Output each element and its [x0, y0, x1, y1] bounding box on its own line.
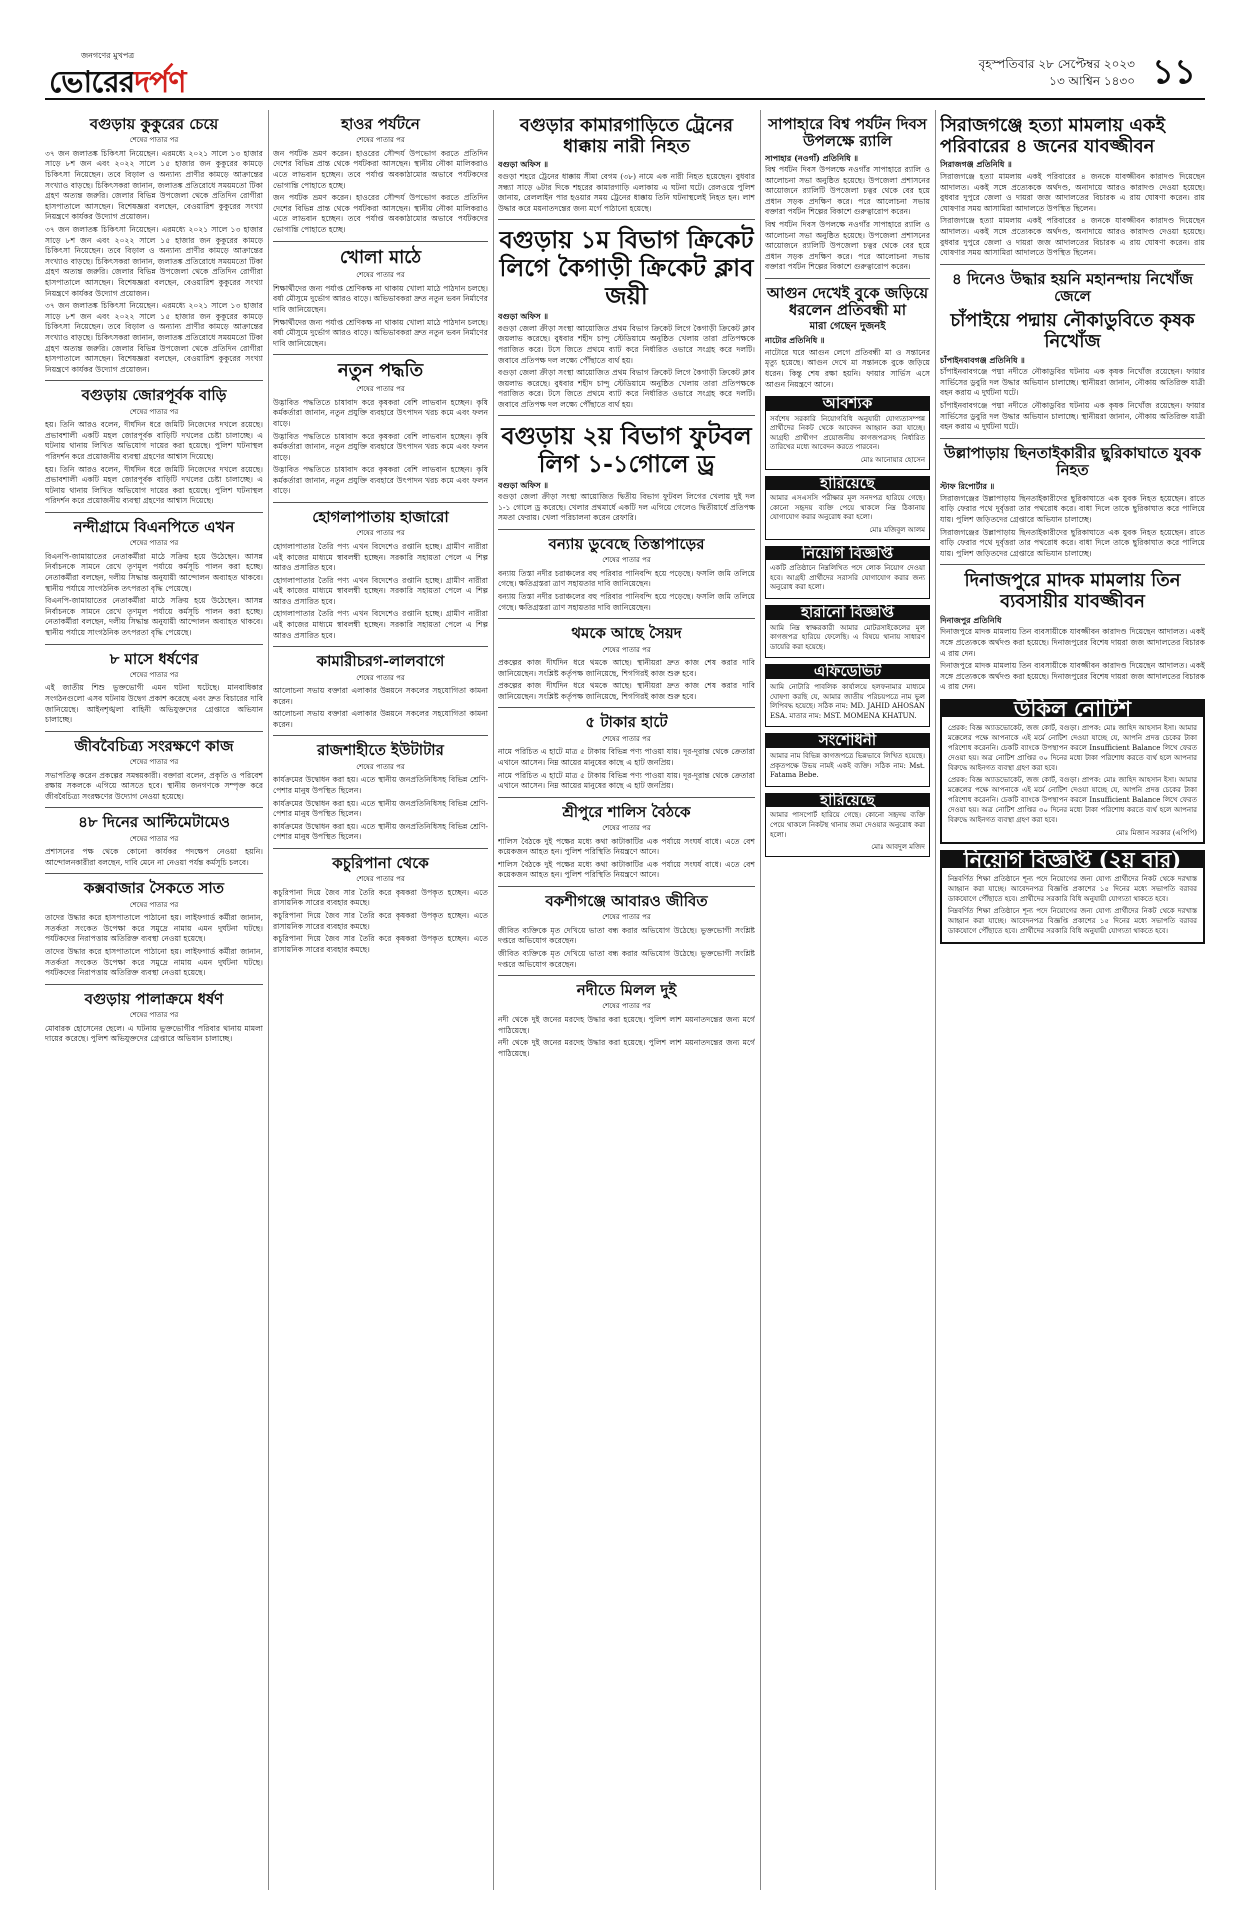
masthead: [45, 48, 1205, 100]
article-body: নদী থেকে দুই জনের মরদেহ উদ্ধার করা হয়েছে। পুলিশ লাশ ময়নাতদন্তের জন্য মর্গে পাঠিয়েছে।: [498, 1014, 755, 1035]
continued-label: শেষের পাতার পর: [356, 271, 405, 280]
article-body: নামে পরিচিত এ হাটে মাত্র ৫ টাকায় বিভিন্ন পণ্য পাওয়া যায়। দূর-দূরান্ত থেকে ক্রেতারা এখানে আসেন। নিম্ন আয়ের মানুষের কাছে এ হাট জনপ্রিয়।: [498, 747, 755, 767]
logo-wordmark: ভোরেরদর্পণ: [49, 65, 186, 100]
article-body: দিনাজপুরে মাদক মামলায় তিন ব্যবসায়ীকে যাবজ্জীবন কারাদণ্ড দিয়েছেন আদালত। একই সঙ্গে প্রত্যেককে অর্থদণ্ড করা হয়েছে। দিনাজপুরের বিশেষ দায়রা জজ আদালতের বিচারক এ রায় দেন।: [940, 627, 1205, 658]
article-body: সিরাজগঞ্জের উল্লাপাড়ায় ছিনতাইকারীদের ছুরিকাঘাতে এক যুবক নিহত হয়েছেন। রাতে বাড়ি ফেরার পথে দুর্বৃত্তরা তার পথরোধ করে। বাধা দিলে তাকে ছুরিকাঘাত করে পালিয়ে যায়। পুলিশ জড়িতদের গ্রেপ্তারে অভিযান চালাচ্ছে।: [940, 493, 1205, 525]
classified-body: আমার পাসপোর্ট হারিয়ে গেছে। কোনো সহৃদয় ব্যক্তি পেয়ে থাকলে নিকটস্থ থানায় জমা দেওয়ার অনুরোধ করা হলো।: [770, 811, 925, 839]
classified-ad: [765, 543, 930, 599]
article-body: মোবারক হোসেনের ছেলে। এ ঘটনায় ভুক্তভোগীর পরিবার থানায় মামলা দায়ের করেছে। পুলিশ অভিযুক্তদের গ্রেপ্তারে অভিযান চালাচ্ছে।: [45, 1023, 263, 1044]
divider: [498, 219, 755, 220]
article-body: তাদের উদ্ধার করে হাসপাতালে পাঠানো হয়। লাইফগার্ড কর্মীরা জানান, সতর্কতা সংকেত উপেক্ষা করে সমুদ্রে নামায় এমন দুর্ঘটনা ঘটছে। পর্যটকদের নিরাপত্তায় অতিরিক্ত ব্যবস্থা নেওয়া হয়েছে।: [45, 913, 263, 944]
headline: বন্যায় ডুবেছে তিস্তাপাড়ের: [548, 535, 705, 554]
headline: বগুড়ার কামারগাড়িতে ট্রেনের ধাক্কায় নারী নিহত: [519, 115, 734, 157]
recruitment-notice-body: নিম্নবর্ণিত শিক্ষা প্রতিষ্ঠানে শূন্য পদে নিয়োগের জন্য যোগ্য প্রার্থীদের নিকট থেকে দরখাস্ত আহ্বান করা যাচ্ছে। আবেদনপত্র বিজ্ঞপ্তি প্রকাশের ১৫ দিনের মধ্যে সভাপতি বরাবর ডাকযোগে পৌঁছাতে হবে। প্রার্থীদের সরকারি বিধি অনুযায়ী যোগ্যতা থাকতে হবে।: [948, 906, 1197, 935]
continued-label: শেষের পাতার পর: [356, 673, 405, 682]
article-body: সিরাজগঞ্জে হত্যা মামলায় একই পরিবারের ৪ জনকে যাবজ্জীবন কারাদণ্ড দিয়েছেন আদালত। একই সঙ্গে প্রত্যেককে অর্থদণ্ড, অনাদায়ে আরও কারাদণ্ড দেওয়া হয়েছে। বুধবার দুপুরে জেলা ও দায়রা জজ আদালতের বিচারক এ রায় ঘোষণা করেন। রায় ঘোষণার সময় আসামিরা আদালতে উপস্থিত ছিলেন।: [940, 171, 1205, 213]
headline: ৪৮ দিনের আল্টিমেটামেও: [78, 813, 230, 832]
article-body: কার্যক্রমের উদ্বোধন করা হয়। এতে স্থানীয় জনপ্রতিনিধিসহ বিভিন্ন শ্রেণি-পেশার মানুষ উপস্থিত ছিলেন।: [273, 798, 488, 819]
classified-title: আবশ্যক: [766, 397, 929, 411]
article-body: বিএনপি-জামায়াতের নেতাকর্মীরা মাঠে সক্রিয় হয়ে উঠেছেন। আসন্ন নির্বাচনকে সামনে রেখে তৃণমূল পর্যায়ে কর্মসূচি পালন করা হচ্ছে। নেতাকর্মীরা বলছেন, দলীয় সিদ্ধান্ত অনুযায়ী আন্দোলন অব্যাহত থাকবে। স্থানীয় পর্যায়ে সাংগঠনিক তৎপরতা বৃদ্ধি পেয়েছে।: [45, 596, 263, 637]
divider: [940, 564, 1205, 565]
byline: দিনাজপুর প্রতিনিধি: [940, 614, 1002, 625]
headline: চাঁপাইয়ে পদ্মায় নৌকাডুবিতে কৃষক নিখোঁজ: [950, 310, 1195, 352]
classified-body: আমি নিম্ন স্বাক্ষরকারী আমার মোটরসাইকেলের মূল কাগজপত্র হারিয়ে ফেলেছি। এ বিষয়ে থানায় সাধারণ ডায়েরি করা হয়েছে।: [770, 623, 925, 651]
continued-label: শেষের পাতার পর: [129, 407, 179, 416]
classified-ad: [765, 733, 930, 786]
byline: বগুড়া অফিস ॥: [498, 159, 549, 170]
byline: বগুড়া অফিস ॥: [498, 479, 549, 490]
divider: [45, 873, 263, 874]
article-body: তাদের উদ্ধার করে হাসপাতালে পাঠানো হয়। লাইফগার্ড কর্মীরা জানান, সতর্কতা সংকেত উপেক্ষা করে সমুদ্রে নামায় এমন দুর্ঘটনা ঘটছে। পর্যটকদের নিরাপত্তায় অতিরিক্ত ব্যবস্থা নেওয়া হয়েছে।: [45, 947, 263, 978]
issue-date: [979, 56, 1135, 90]
article-body: বন্যায় তিস্তা নদীর চরাঞ্চলের বহু পরিবার পানিবন্দি হয়ে পড়েছে। ফসলি জমি তলিয়ে গেছে। ক্ষতিগ্রস্তরা ত্রাণ সহায়তার দাবি জানিয়েছেন।: [498, 568, 755, 589]
headline: কক্সবাজার সৈকতে সাত: [84, 879, 224, 898]
article-body: ৩৭ জন জলাতঙ্ক চিকিৎসা নিয়েছেন। এরমধ্যে ২০২১ সালে ১৩ হাজার সাড়ে ৮শ জন এবং ২০২২ সালে ১৫ হাজার জন কুকুরের কামড়ে চিকিৎসা নিয়েছেন। তবে বিড়াল ও অন্যান্য প্রাণীর কামড়ে আক্রান্তের সংখ্যাও বাড়ছে। চিকিৎসকরা জানান, জলাতঙ্ক প্রতিরোধে সময়মতো টিকা গ্রহণ অত্যন্ত জরুরি। জেলার বিভিন্ন উপজেলা থেকে প্রতিদিন রোগীরা হাসপাতালে আসছেন। বিশেষজ্ঞরা বলছেন, বেওয়ারিশ কুকুরের সংখ্যা নিয়ন্ত্রণে কার্যকর উদ্যোগ প্রয়োজন।: [45, 225, 263, 298]
continued-label: শেষের পাতার পর: [129, 900, 179, 909]
continued-label: শেষের পাতার পর: [356, 529, 405, 538]
column-2: [273, 110, 488, 1900]
classified-ad: [765, 605, 930, 658]
article-body: হোগলাপাতার তৈরি পণ্য এখন বিদেশেও রপ্তানি হচ্ছে। গ্রামীণ নারীরা এই কাজের মাধ্যমে স্বাবলম্বী হচ্ছেন। সরকারি সহায়তা পেলে এ শিল্প আরও প্রসারিত হবে।: [273, 609, 488, 640]
article-body: উদ্ভাবিত পদ্ধতিতে চাষাবাদ করে কৃষকরা বেশি লাভবান হচ্ছেন। কৃষি কর্মকর্তারা জানান, নতুন প্রযুক্তি ব্যবহারে উৎপাদন খরচ কমে এবং ফলন বাড়ে।: [273, 397, 488, 428]
continued-label: শেষের পাতার পর: [602, 913, 651, 922]
continued-label: শেষের পাতার পর: [129, 1011, 179, 1020]
article-body: কচুরিপানা দিয়ে জৈব সার তৈরি করে কৃষকরা উপকৃত হচ্ছেন। এতে রাসায়নিক সারের ব্যবহার কমছে।: [273, 934, 488, 954]
article-body: শিক্ষার্থীদের জন্য পর্যাপ্ত শ্রেণিকক্ষ না থাকায় খোলা মাঠে পাঠদান চলছে। বর্ষা মৌসুমে দুর্ভোগ আরও বাড়ে। অভিভাবকরা দ্রুত নতুন ভবন নির্মাণের দাবি জানিয়েছেন।: [273, 283, 488, 315]
divider: [273, 354, 488, 355]
headline: বগুড়ায় জোরপূর্বক বাড়ি: [81, 386, 227, 405]
article-body: প্রকল্পের কাজ দীর্ঘদিন ধরে থমকে আছে। স্থানীয়রা দ্রুত কাজ শেষ করার দাবি জানিয়েছেন। সংশ্লিষ্ট কর্তৃপক্ষ জানিয়েছে, শিগগিরই কাজ শুরু হবে।: [498, 681, 755, 701]
classified-signature: মোঃ আবদুল মজিদ: [871, 843, 925, 852]
article-body: নামে পরিচিত এ হাটে মাত্র ৫ টাকায় বিভিন্ন পণ্য পাওয়া যায়। দূর-দূরান্ত থেকে ক্রেতারা এখানে আসেন। নিম্ন আয়ের মানুষের কাছে এ হাট জনপ্রিয়।: [498, 770, 755, 791]
recruitment-notice-body: নিম্নবর্ণিত শিক্ষা প্রতিষ্ঠানে শূন্য পদে নিয়োগের জন্য যোগ্য প্রার্থীদের নিকট থেকে দরখাস্ত আহ্বান করা যাচ্ছে। আবেদনপত্র বিজ্ঞপ্তি প্রকাশের ১৫ দিনের মধ্যে সভাপতি বরাবর ডাকযোগে পৌঁছাতে হবে। প্রার্থীদের সরকারি বিধি অনুযায়ী যোগ্যতা থাকতে হবে।: [948, 874, 1197, 903]
headline: নতুন পদ্ধতি: [337, 360, 424, 382]
article-body: প্রকল্পের কাজ দীর্ঘদিন ধরে থমকে আছে। স্থানীয়রা দ্রুত কাজ শেষ করার দাবি জানিয়েছেন। সংশ্লিষ্ট কর্তৃপক্ষ জানিয়েছে, শিগগিরই কাজ শুরু হবে।: [498, 658, 755, 678]
article-body: বগুড়া জেলা ক্রীড়া সংস্থা আয়োজিত প্রথম বিভাগ ক্রিকেট লিগে কৈগাড়ী ক্রিকেট ক্লাব জয়লাভ করেছে। বুধবার শহীদ চান্দু স্টেডিয়ামে অনুষ্ঠিত খেলায় তারা প্রতিপক্ষকে পরাজিত করে। টসে জিতে প্রথমে ব্যাট করে নির্ধারিত ওভারে সংগ্রহ করে দলটি। জবাবে প্রতিপক্ষ দল লক্ষ্যে পৌঁছাতে ব্যর্থ হয়।: [498, 323, 755, 365]
headline: জীববৈচিত্র্য সংরক্ষণে কাজ: [74, 736, 234, 755]
classified-body: আমি নোটারি পাবলিক কার্যালয়ে হলফনামার মাধ্যমে ঘোষণা করছি যে, আমার জাতীয় পরিচয়পত্রে নাম ভুল লিপিবদ্ধ হয়েছে। সঠিক নাম: MD. JAHID AHOSAN ESA. মাতার নাম: MST. MOMENA KHATUN.: [770, 682, 925, 720]
byline: সিরাজগঞ্জ প্রতিনিধি ॥: [940, 159, 1012, 170]
continued-label: শেষের পাতার পর: [356, 385, 405, 394]
column-divider: [760, 110, 761, 1890]
divider: [498, 886, 755, 887]
classified-title: নিয়োগ বিজ্ঞপ্তি: [766, 547, 929, 561]
article-body: জীবিত ব্যক্তিকে মৃত দেখিয়ে ভাতা বন্ধ করার অভিযোগ উঠেছে। ভুক্তভোগী সংশ্লিষ্ট দপ্তরে অভিযোগ করেছেন।: [498, 925, 755, 946]
headline: সিরাজগঞ্জে হত্যা মামলায় একই পরিবারের ৪ জনের যাবজ্জীবন: [940, 115, 1165, 157]
article-body: জীবিত ব্যক্তিকে মৃত দেখিয়ে ভাতা বন্ধ করার অভিযোগ উঠেছে। ভুক্তভোগী সংশ্লিষ্ট দপ্তরে অভিযোগ করেছেন।: [498, 948, 755, 969]
continued-label: শেষের পাতার পর: [129, 539, 179, 548]
headline: রাজশাহীতে ইউটাটার: [317, 741, 444, 760]
classified-body: একটি প্রতিষ্ঠানে নিম্নলিখিত পদে লোক নিয়োগ দেওয়া হবে। আগ্রহী প্রার্থীদের সরাসরি যোগাযোগ করার জন্য অনুরোধ করা হলো।: [770, 564, 925, 592]
column-divider: [493, 110, 494, 1890]
issue-date-bangla: ১৩ আশ্বিন ১৪৩০: [1049, 74, 1135, 88]
classified-body: আমার এসএসসি পরীক্ষার মূল সনদপত্র হারিয়ে গেছে। কোনো সহৃদয় ব্যক্তি পেয়ে থাকলে নিম্ন ঠিকানায় যোগাযোগ করার অনুরোধ করা হলো।: [770, 494, 925, 522]
headline: বকশীগঞ্জে আবারও জীবিত: [545, 891, 708, 910]
column-4: [765, 110, 930, 1900]
headline: ৮ মাসে ধর্ষণের: [109, 649, 199, 668]
headline: বগুড়ায় কুকুরের চেয়ে: [89, 115, 219, 133]
article-body: সিরাজগঞ্জে হত্যা মামলায় একই পরিবারের ৪ জনকে যাবজ্জীবন কারাদণ্ড দিয়েছেন আদালত। একই সঙ্গে প্রত্যেককে অর্থদণ্ড, অনাদায়ে আরও কারাদণ্ড দেওয়া হয়েছে। বুধবার দুপুরে জেলা ও দায়রা জজ আদালতের বিচারক এ রায় ঘোষণা করেন। রায় ঘোষণার সময় আসামিরা আদালতে উপস্থিত ছিলেন।: [940, 216, 1205, 258]
continued-label: শেষের পাতার পর: [129, 136, 179, 145]
article-body: বগুড়া শহরে ট্রেনের ধাক্কায় সীমা বেগম (৩৮) নামে এক নারী নিহত হয়েছেন। বুধবার সন্ধ্যা সাড়ে ৬টার দিকে শহরের কামারগাড়ি এলাকায় এ ঘটনা ঘটে। রেলওয়ে পুলিশ জানায়, রেললাইন পার হওয়ার সময় ট্রেনের ধাক্কায় তিনি ঘটনাস্থলেই নিহত হন। লাশ উদ্ধার করে ময়নাতদন্তের জন্য মর্গে পাঠানো হয়েছে।: [498, 171, 755, 213]
classified-title: এফিডেভিট: [766, 665, 929, 679]
article-body: হোগলাপাতার তৈরি পণ্য এখন বিদেশেও রপ্তানি হচ্ছে। গ্রামীণ নারীরা এই কাজের মাধ্যমে স্বাবলম্বী হচ্ছেন। সরকারি সহায়তা পেলে এ শিল্প আরও প্রসারিত হবে।: [273, 575, 488, 606]
divider: [45, 512, 263, 513]
article-body: সিরাজগঞ্জের উল্লাপাড়ায় ছিনতাইকারীদের ছুরিকাঘাতে এক যুবক নিহত হয়েছেন। রাতে বাড়ি ফেরার পথে দুর্বৃত্তরা তার পথরোধ করে। বাধা দিলে তাকে ছুরিকাঘাত করে পালিয়ে যায়। পুলিশ জড়িতদের গ্রেপ্তারে অভিযান চালাচ্ছে।: [940, 527, 1205, 558]
classified-body: আমার নাম বিভিন্ন কাগজপত্রে ভিন্নভাবে লিখিত হয়েছে। প্রকৃতপক্ষে উভয় নামই একই ব্যক্তি। সঠিক নাম: Mst. Fatama Bebe.: [770, 751, 925, 780]
byline: নাটোর প্রতিনিধি ॥: [765, 335, 825, 346]
divider: [940, 438, 1205, 439]
divider: [498, 618, 755, 619]
divider: [45, 807, 263, 808]
article-body: নাটোরে ঘরে আগুন লেগে প্রতিবন্ধী মা ও সন্তানের মৃত্যু হয়েছে। আগুন দেখে মা সন্তানকে বুকে জড়িয়ে ধরেন। কিন্তু শেষ রক্ষা হয়নি। ফায়ার সার্ভিস এসে আগুন নিয়ন্ত্রণে আনে।: [765, 347, 930, 389]
divider: [273, 735, 488, 736]
headline: ৫ টাকার হাটে: [585, 713, 668, 732]
article-body: প্রশাসনের পক্ষ থেকে কোনো কার্যকর পদক্ষেপ নেওয়া হয়নি। আন্দোলনকারীরা বলছেন, দাবি মেনে না নেওয়া পর্যন্ত কর্মসূচি চলবে।: [45, 847, 263, 867]
article-body: জন পর্যটক ভ্রমণ করেন। হাওরের সৌন্দর্য উপভোগ করতে প্রতিদিন দেশের বিভিন্ন প্রান্ত থেকে পর্যটকরা আসছেন। স্থানীয় নৌকা মালিকরাও এতে লাভবান হচ্ছেন। তবে পর্যাপ্ত অবকাঠামোর অভাবে পর্যটকদের ভোগান্তি পোহাতে হচ্ছে।: [273, 148, 488, 190]
headline: কামারীচরগ-লালবাগে: [316, 652, 445, 671]
divider: [498, 707, 755, 708]
column-divider: [935, 110, 936, 1890]
headline: হোগলাপাতায় হাজারো: [312, 508, 449, 527]
article-body: বন্যায় তিস্তা নদীর চরাঞ্চলের বহু পরিবার পানিবন্দি হয়ে পড়েছে। ফসলি জমি তলিয়ে গেছে। ক্ষতিগ্রস্তরা ত্রাণ সহায়তার দাবি জানিয়েছেন।: [498, 592, 755, 612]
continued-label: শেষের পাতার পর: [356, 875, 405, 884]
column-3: [498, 110, 755, 1900]
continued-label: শেষের পাতার পর: [356, 136, 405, 145]
continued-label: শেষের পাতার পর: [602, 734, 651, 743]
legal-notice-signature: মোঃ মিজান সরকার (এপিপি): [1115, 828, 1197, 837]
divider: [498, 529, 755, 530]
article-body: ৩৭ জন জলাতঙ্ক চিকিৎসা নিয়েছেন। এরমধ্যে ২০২১ সালে ১৩ হাজার সাড়ে ৮শ জন এবং ২০২২ সালে ১৫ হাজার জন কুকুরের কামড়ে চিকিৎসা নিয়েছেন। তবে বিড়াল ও অন্যান্য প্রাণীর কামড়ে আক্রান্তের সংখ্যাও বাড়ছে। চিকিৎসকরা জানান, জলাতঙ্ক প্রতিরোধে সময়মতো টিকা গ্রহণ অত্যন্ত জরুরি। জেলার বিভিন্ন উপজেলা থেকে প্রতিদিন রোগীরা হাসপাতালে আসছেন। বিশেষজ্ঞরা বলছেন, বেওয়ারিশ কুকুরের সংখ্যা নিয়ন্ত্রণে কার্যকর উদ্যোগ প্রয়োজন।: [45, 301, 263, 374]
article-body: চাঁপাইনবাবগঞ্জে পদ্মা নদীতে নৌকাডুবির ঘটনায় এক কৃষক নিখোঁজ রয়েছেন। ফায়ার সার্ভিসের ডুবুরি দল উদ্ধার অভিযান চালাচ্ছে। স্থানীয়রা জানান, নৌকায় অতিরিক্ত যাত্রী বহন করায় এ দুর্ঘটনা ঘটে।: [940, 400, 1205, 432]
recruitment-notice: [940, 846, 1205, 944]
continued-label: শেষের পাতার পর: [356, 762, 405, 771]
classified-ad: [765, 664, 930, 727]
article-body: কচুরিপানা দিয়ে জৈব সার তৈরি করে কৃষকরা উপকৃত হচ্ছেন। এতে রাসায়নিক সারের ব্যবহার কমছে।: [273, 910, 488, 931]
classified-title: হারিয়েছে: [766, 794, 929, 808]
page-number: ১১: [1151, 52, 1197, 92]
continued-label: শেষের পাতার পর: [602, 1002, 651, 1011]
article-body: নদী থেকে দুই জনের মরদেহ উদ্ধার করা হয়েছে। পুলিশ লাশ ময়নাতদন্তের জন্য মর্গে পাঠিয়েছে।: [498, 1038, 755, 1058]
article-body: কচুরিপানা দিয়ে জৈব সার তৈরি করে কৃষকরা উপকৃত হচ্ছেন। এতে রাসায়নিক সারের ব্যবহার কমছে।: [273, 887, 488, 908]
divider: [273, 241, 488, 242]
classified-body: সর্বশেষ সরকারি নিয়োগবিধি অনুযায়ী যোগ্যতাসম্পন্ন প্রার্থীদের নিকট থেকে আবেদন আহ্বান করা যাচ্ছে। আগ্রহী প্রার্থীগণ প্রয়োজনীয় কাগজপত্রসহ নির্ধারিত তারিখের মধ্যে আবেদন করতে পারবেন।: [770, 414, 925, 452]
headline: আগুন দেখেই বুকে জড়িয়ে ধরলেন প্রতিবন্ধী মা: [766, 284, 929, 320]
divider: [45, 644, 263, 645]
headline: বগুড়ায় ১ম বিভাগ ক্রিকেট লিগে কৈগাড়ী ক্রিকেট ক্লাব জয়ী: [499, 225, 754, 310]
divider: [273, 502, 488, 503]
legal-notice-title: উকিল নোটিশ: [942, 701, 1203, 717]
divider: [45, 731, 263, 732]
headline: ৪ দিনেও উদ্ধার হয়নি মহানন্দায় নিখোঁজ জেলে: [952, 269, 1193, 305]
recruitment-notice-title: নিয়োগ বিজ্ঞপ্তি (২য় বার): [942, 852, 1203, 868]
article-body: বগুড়া জেলা ক্রীড়া সংস্থা আয়োজিত প্রথম বিভাগ ক্রিকেট লিগে কৈগাড়ী ক্রিকেট ক্লাব জয়লাভ করেছে। বুধবার শহীদ চান্দু স্টেডিয়ামে অনুষ্ঠিত খেলায় তারা প্রতিপক্ষকে পরাজিত করে। টসে জিতে প্রথমে ব্যাট করে নির্ধারিত ওভারে সংগ্রহ করে দলটি। জবাবে প্রতিপক্ষ দল লক্ষ্যে পৌঁছাতে ব্যর্থ হয়।: [498, 368, 755, 409]
classified-title: সংশোধনী: [766, 734, 929, 748]
headline: নন্দীগ্রামে বিএনপিতে এখন: [73, 517, 235, 536]
headline: কচুরিপানা থেকে: [332, 853, 429, 872]
divider: [498, 415, 755, 416]
article-body: ৩৭ জন জলাতঙ্ক চিকিৎসা নিয়েছেন। এরমধ্যে ২০২১ সালে ১৩ হাজার সাড়ে ৮শ জন এবং ২০২২ সালে ১৫ হাজার জন কুকুরের কামড়ে চিকিৎসা নিয়েছেন। তবে বিড়াল ও অন্যান্য প্রাণীর কামড়ে আক্রান্তের সংখ্যাও বাড়ছে। চিকিৎসকরা জানান, জলাতঙ্ক প্রতিরোধে সময়মতো টিকা গ্রহণ অত্যন্ত জরুরি। জেলার বিভিন্ন উপজেলা থেকে প্রতিদিন রোগীরা হাসপাতালে আসছেন। বিশেষজ্ঞরা বলছেন, বেওয়ারিশ কুকুরের সংখ্যা নিয়ন্ত্রণে কার্যকর উদ্যোগ প্রয়োজন।: [45, 148, 263, 222]
divider: [498, 975, 755, 976]
newspaper-logo: [45, 48, 260, 100]
article-body: হয়। তিনি আরও বলেন, দীর্ঘদিন ধরে জমিটি নিজেদের দখলে রয়েছে। প্রভাবশালী একটি মহল জোরপূর্বক বাড়িটি দখলের চেষ্টা চালাচ্ছে। এ ঘটনায় থানায় লিখিত অভিযোগ দায়ের করা হয়েছে। পুলিশ ঘটনাস্থল পরিদর্শন করে প্রয়োজনীয় ব্যবস্থা গ্রহণের আশ্বাস দিয়েছে।: [45, 420, 263, 461]
headline: উল্লাপাড়ায় ছিনতাইকারীর ছুরিকাঘাতে যুবক নিহত: [943, 443, 1202, 479]
headline: শ্রীপুরে শালিস বৈঠকে: [562, 802, 691, 821]
continued-label: শেষের পাতার পর: [129, 670, 179, 679]
headline: সাপাহারে বিশ্ব পর্যটন দিবস উপলক্ষে র‌্যালি: [768, 115, 927, 151]
column-1: [45, 110, 263, 1900]
article-body: সভাপতিত্ব করেন প্রকল্পের সমন্বয়কারী। বক্তারা বলেন, প্রকৃতি ও পরিবেশ রক্ষায় সকলকে এগিয়ে আসতে হবে। স্থানীয় জনগণকে সম্পৃক্ত করে জীববৈচিত্র্য সংরক্ষণের উদ্যোগ নেওয়া হয়েছে।: [45, 770, 263, 801]
classified-title: হারানো বিজ্ঞপ্তি: [766, 606, 929, 620]
headline: হাওর পর্যটনে: [341, 115, 420, 133]
headline: দিনাজপুরে মাদক মামলায় তিন ব্যবসায়ীর যাবজ্জীবন: [964, 570, 1181, 613]
divider: [273, 646, 488, 647]
legal-notice-body: প্রেরক: বিজ্ঞ অ্যাডভোকেট, জজ কোর্ট, বগুড়া। প্রাপক: মোঃ জাহিদ আহসান ইসা। আমার মক্কেলের পক্ষে আপনাকে এই মর্মে নোটিশ দেওয়া যাচ্ছে যে, আপনি প্রদত্ত চেকের টাকা পরিশোধ করেননি। চেকটি ব্যাংকে উপস্থাপন করলে Insufficient Balance লিখে ফেরত দেওয়া হয়। অত্র নোটিশ প্রাপ্তির ৩০ দিনের মধ্যে টাকা পরিশোধ করতে ব্যর্থ হলে আপনার বিরুদ্ধে আইনগত ব্যবস্থা গ্রহণ করা হবে।: [948, 775, 1197, 824]
divider: [765, 278, 930, 279]
article-body: দিনাজপুরে মাদক মামলায় তিন ব্যবসায়ীকে যাবজ্জীবন কারাদণ্ড দিয়েছেন আদালত। একই সঙ্গে প্রত্যেককে অর্থদণ্ড করা হয়েছে। দিনাজপুরের বিশেষ দায়রা জজ আদালতের বিচারক এ রায় দেন।: [940, 661, 1205, 692]
article-body: শালিস বৈঠকে দুই পক্ষের মধ্যে কথা কাটাকাটির এক পর্যায়ে সংঘর্ষ বাধে। এতে বেশ কয়েকজন আহত হন। পুলিশ পরিস্থিতি নিয়ন্ত্রণে আনে।: [498, 859, 755, 880]
column-divider: [268, 110, 269, 1890]
continued-label: শেষের পাতার পর: [129, 757, 179, 766]
headline: খোলা মাঠে: [339, 246, 422, 268]
headline: বগুড়ায় পালাক্রমে ধর্ষণ: [84, 989, 224, 1008]
headline: নদীতে মিলল দুই: [576, 981, 677, 1000]
headline: থমকে আছে সৈয়দ: [571, 624, 682, 643]
article-body: বিএনপি-জামায়াতের নেতাকর্মীরা মাঠে সক্রিয় হয়ে উঠেছেন। আসন্ন নির্বাচনকে সামনে রেখে তৃণমূল পর্যায়ে কর্মসূচি পালন করা হচ্ছে। নেতাকর্মীরা বলছেন, দলীয় সিদ্ধান্ত অনুযায়ী আন্দোলন অব্যাহত থাকবে। স্থানীয় পর্যায়ে সাংগঠনিক তৎপরতা বৃদ্ধি পেয়েছে।: [45, 551, 263, 593]
byline: বগুড়া অফিস ॥: [498, 311, 549, 322]
divider: [940, 264, 1205, 265]
continued-label: শেষের পাতার পর: [602, 645, 651, 654]
continued-label: শেষের পাতার পর: [129, 834, 179, 843]
byline: চাঁপাইনবাবগঞ্জ প্রতিনিধি ॥: [940, 354, 1025, 365]
divider: [498, 797, 755, 798]
article-body: চাঁপাইনবাবগঞ্জে পদ্মা নদীতে নৌকাডুবির ঘটনায় এক কৃষক নিখোঁজ রয়েছেন। ফায়ার সার্ভিসের ডুবুরি দল উদ্ধার অভিযান চালাচ্ছে। স্থানীয়রা জানান, নৌকায় অতিরিক্ত যাত্রী বহন করায় এ দুর্ঘটনা ঘটে।: [940, 367, 1205, 398]
article-body: আলোচনা সভায় বক্তারা এলাকার উন্নয়নে সকলের সহযোগিতা কামনা করেন।: [273, 686, 488, 706]
article-body: আলোচনা সভায় বক্তারা এলাকার উন্নয়নে সকলের সহযোগিতা কামনা করেন।: [273, 709, 488, 729]
legal-notice: [940, 695, 1205, 844]
divider: [273, 848, 488, 849]
article-body: শালিস বৈঠকে দুই পক্ষের মধ্যে কথা কাটাকাটির এক পর্যায়ে সংঘর্ষ বাধে। এতে বেশ কয়েকজন আহত হন। পুলিশ পরিস্থিতি নিয়ন্ত্রণে আনে।: [498, 836, 755, 857]
article-body: শিক্ষার্থীদের জন্য পর্যাপ্ত শ্রেণিকক্ষ না থাকায় খোলা মাঠে পাঠদান চলছে। বর্ষা মৌসুমে দুর্ভোগ আরও বাড়ে। অভিভাবকরা দ্রুত নতুন ভবন নির্মাণের দাবি জানিয়েছেন।: [273, 317, 488, 348]
article-body: কার্যক্রমের উদ্বোধন করা হয়। এতে স্থানীয় জনপ্রতিনিধিসহ বিভিন্ন শ্রেণি-পেশার মানুষ উপস্থিত ছিলেন।: [273, 775, 488, 795]
divider: [45, 984, 263, 985]
continued-label: শেষের পাতার পর: [602, 556, 651, 565]
article-body: বগুড়া জেলা ক্রীড়া সংস্থা আয়োজিত দ্বিতীয় বিভাগ ফুটবল লিগের খেলায় দুই দল ১-১ গোলে ড্র করেছে। খেলার প্রথমার্ধে একটি দল এগিয়ে গেলেও দ্বিতীয়ার্ধে প্রতিপক্ষ সমতা ফেরায়। খেলা পরিচালনা করেন রেফারি।: [498, 492, 755, 523]
article-body: এই জাতীয় শিশু ভুক্তভোগী এমন ঘটনা ঘটেছে। মানবাধিকার সংগঠনগুলো এসব ঘটনায় উদ্বেগ প্রকাশ করেছে এবং দ্রুত বিচারের দাবি জানিয়েছে। আইনশৃঙ্খলা বাহিনী অভিযুক্তদের গ্রেপ্তারে অভিযান চালাচ্ছে।: [45, 683, 263, 725]
logo-tagline: জনগণের মুখপত্র: [81, 51, 135, 60]
continued-label: শেষের পাতার পর: [602, 823, 651, 832]
classified-ad: [765, 396, 930, 470]
classified-signature: মোঃ আনোয়ার হোসেন: [860, 456, 925, 465]
byline: স্টাফ রিপোর্টার ॥: [940, 481, 995, 492]
classified-ad: [765, 473, 930, 540]
legal-notice-body: প্রেরক: বিজ্ঞ অ্যাডভোকেট, জজ কোর্ট, বগুড়া। প্রাপক: মোঃ জাহিদ আহসান ইসা। আমার মক্কেলের পক্ষে আপনাকে এই মর্মে নোটিশ দেওয়া যাচ্ছে যে, আপনি প্রদত্ত চেকের টাকা পরিশোধ করেননি। চেকটি ব্যাংকে উপস্থাপন করলে Insufficient Balance লিখে ফেরত দেওয়া হয়। অত্র নোটিশ প্রাপ্তির ৩০ দিনের মধ্যে টাকা পরিশোধ করতে ব্যর্থ হলে আপনার বিরুদ্ধে আইনগত ব্যবস্থা গ্রহণ করা হবে।: [948, 723, 1197, 772]
article-body: বিশ্ব পর্যটন দিবস উপলক্ষে নওগাঁর সাপাহারে র‌্যালি ও আলোচনা সভা অনুষ্ঠিত হয়েছে। উপজেলা প্রশাসনের আয়োজনে র‌্যালিটি উপজেলা চত্বর থেকে বের হয়ে প্রধান সড়ক প্রদক্ষিণ করে। পরে আলোচনা সভায় বক্তারা পর্যটন শিল্পের বিকাশে গুরুত্বারোপ করেন।: [765, 220, 930, 272]
article-body: উদ্ভাবিত পদ্ধতিতে চাষাবাদ করে কৃষকরা বেশি লাভবান হচ্ছেন। কৃষি কর্মকর্তারা জানান, নতুন প্রযুক্তি ব্যবহারে উৎপাদন খরচ কমে এবং ফলন বাড়ে।: [273, 465, 488, 496]
classified-ad: [765, 790, 930, 857]
divider: [45, 380, 263, 381]
article-body: হয়। তিনি আরও বলেন, দীর্ঘদিন ধরে জমিটি নিজেদের দখলে রয়েছে। প্রভাবশালী একটি মহল জোরপূর্বক বাড়িটি দখলের চেষ্টা চালাচ্ছে। এ ঘটনায় থানায় লিখিত অভিযোগ দায়ের করা হয়েছে। পুলিশ ঘটনাস্থল পরিদর্শন করে প্রয়োজনীয় ব্যবস্থা গ্রহণের আশ্বাস দিয়েছে।: [45, 464, 263, 506]
article-body: কার্যক্রমের উদ্বোধন করা হয়। এতে স্থানীয় জনপ্রতিনিধিসহ বিভিন্ন শ্রেণি-পেশার মানুষ উপস্থিত ছিলেন।: [273, 821, 488, 842]
byline: সাপাহার (নওগাঁ) প্রতিনিধি ॥: [765, 152, 859, 163]
column-5: [940, 110, 1205, 1900]
article-body: বিশ্ব পর্যটন দিবস উপলক্ষে নওগাঁর সাপাহারে র‌্যালি ও আলোচনা সভা অনুষ্ঠিত হয়েছে। উপজেলা প্রশাসনের আয়োজনে র‌্যালিটি উপজেলা চত্বর থেকে বের হয়ে প্রধান সড়ক প্রদক্ষিণ করে। পরে আলোচনা সভায় বক্তারা পর্যটন শিল্পের বিকাশে গুরুত্বারোপ করেন।: [765, 165, 930, 217]
classified-title: হারিয়েছে: [766, 477, 929, 491]
subheadline: মারা গেছেন দুজনই: [809, 320, 886, 332]
article-body: উদ্ভাবিত পদ্ধতিতে চাষাবাদ করে কৃষকরা বেশি লাভবান হচ্ছেন। কৃষি কর্মকর্তারা জানান, নতুন প্রযুক্তি ব্যবহারে উৎপাদন খরচ কমে এবং ফলন বাড়ে।: [273, 431, 488, 462]
classified-signature: মোঃ মজিবুল আলম: [869, 526, 925, 535]
issue-date-gregorian: বৃহস্পতিবার ২৮ সেপ্টেম্বর ২০২৩: [978, 57, 1135, 71]
headline: বগুড়ায় ২য় বিভাগ ফুটবল লিগ ১-১গোলে ড্র: [501, 421, 752, 479]
article-body: জন পর্যটক ভ্রমণ করেন। হাওরের সৌন্দর্য উপভোগ করতে প্রতিদিন দেশের বিভিন্ন প্রান্ত থেকে পর্যটকরা আসছেন। স্থানীয় নৌকা মালিকরাও এতে লাভবান হচ্ছেন। তবে পর্যাপ্ত অবকাঠামোর অভাবে পর্যটকদের ভোগান্তি পোহাতে হচ্ছে।: [273, 193, 488, 234]
article-body: হোগলাপাতার তৈরি পণ্য এখন বিদেশেও রপ্তানি হচ্ছে। গ্রামীণ নারীরা এই কাজের মাধ্যমে স্বাবলম্বী হচ্ছেন। সরকারি সহায়তা পেলে এ শিল্প আরও প্রসারিত হবে।: [273, 541, 488, 573]
